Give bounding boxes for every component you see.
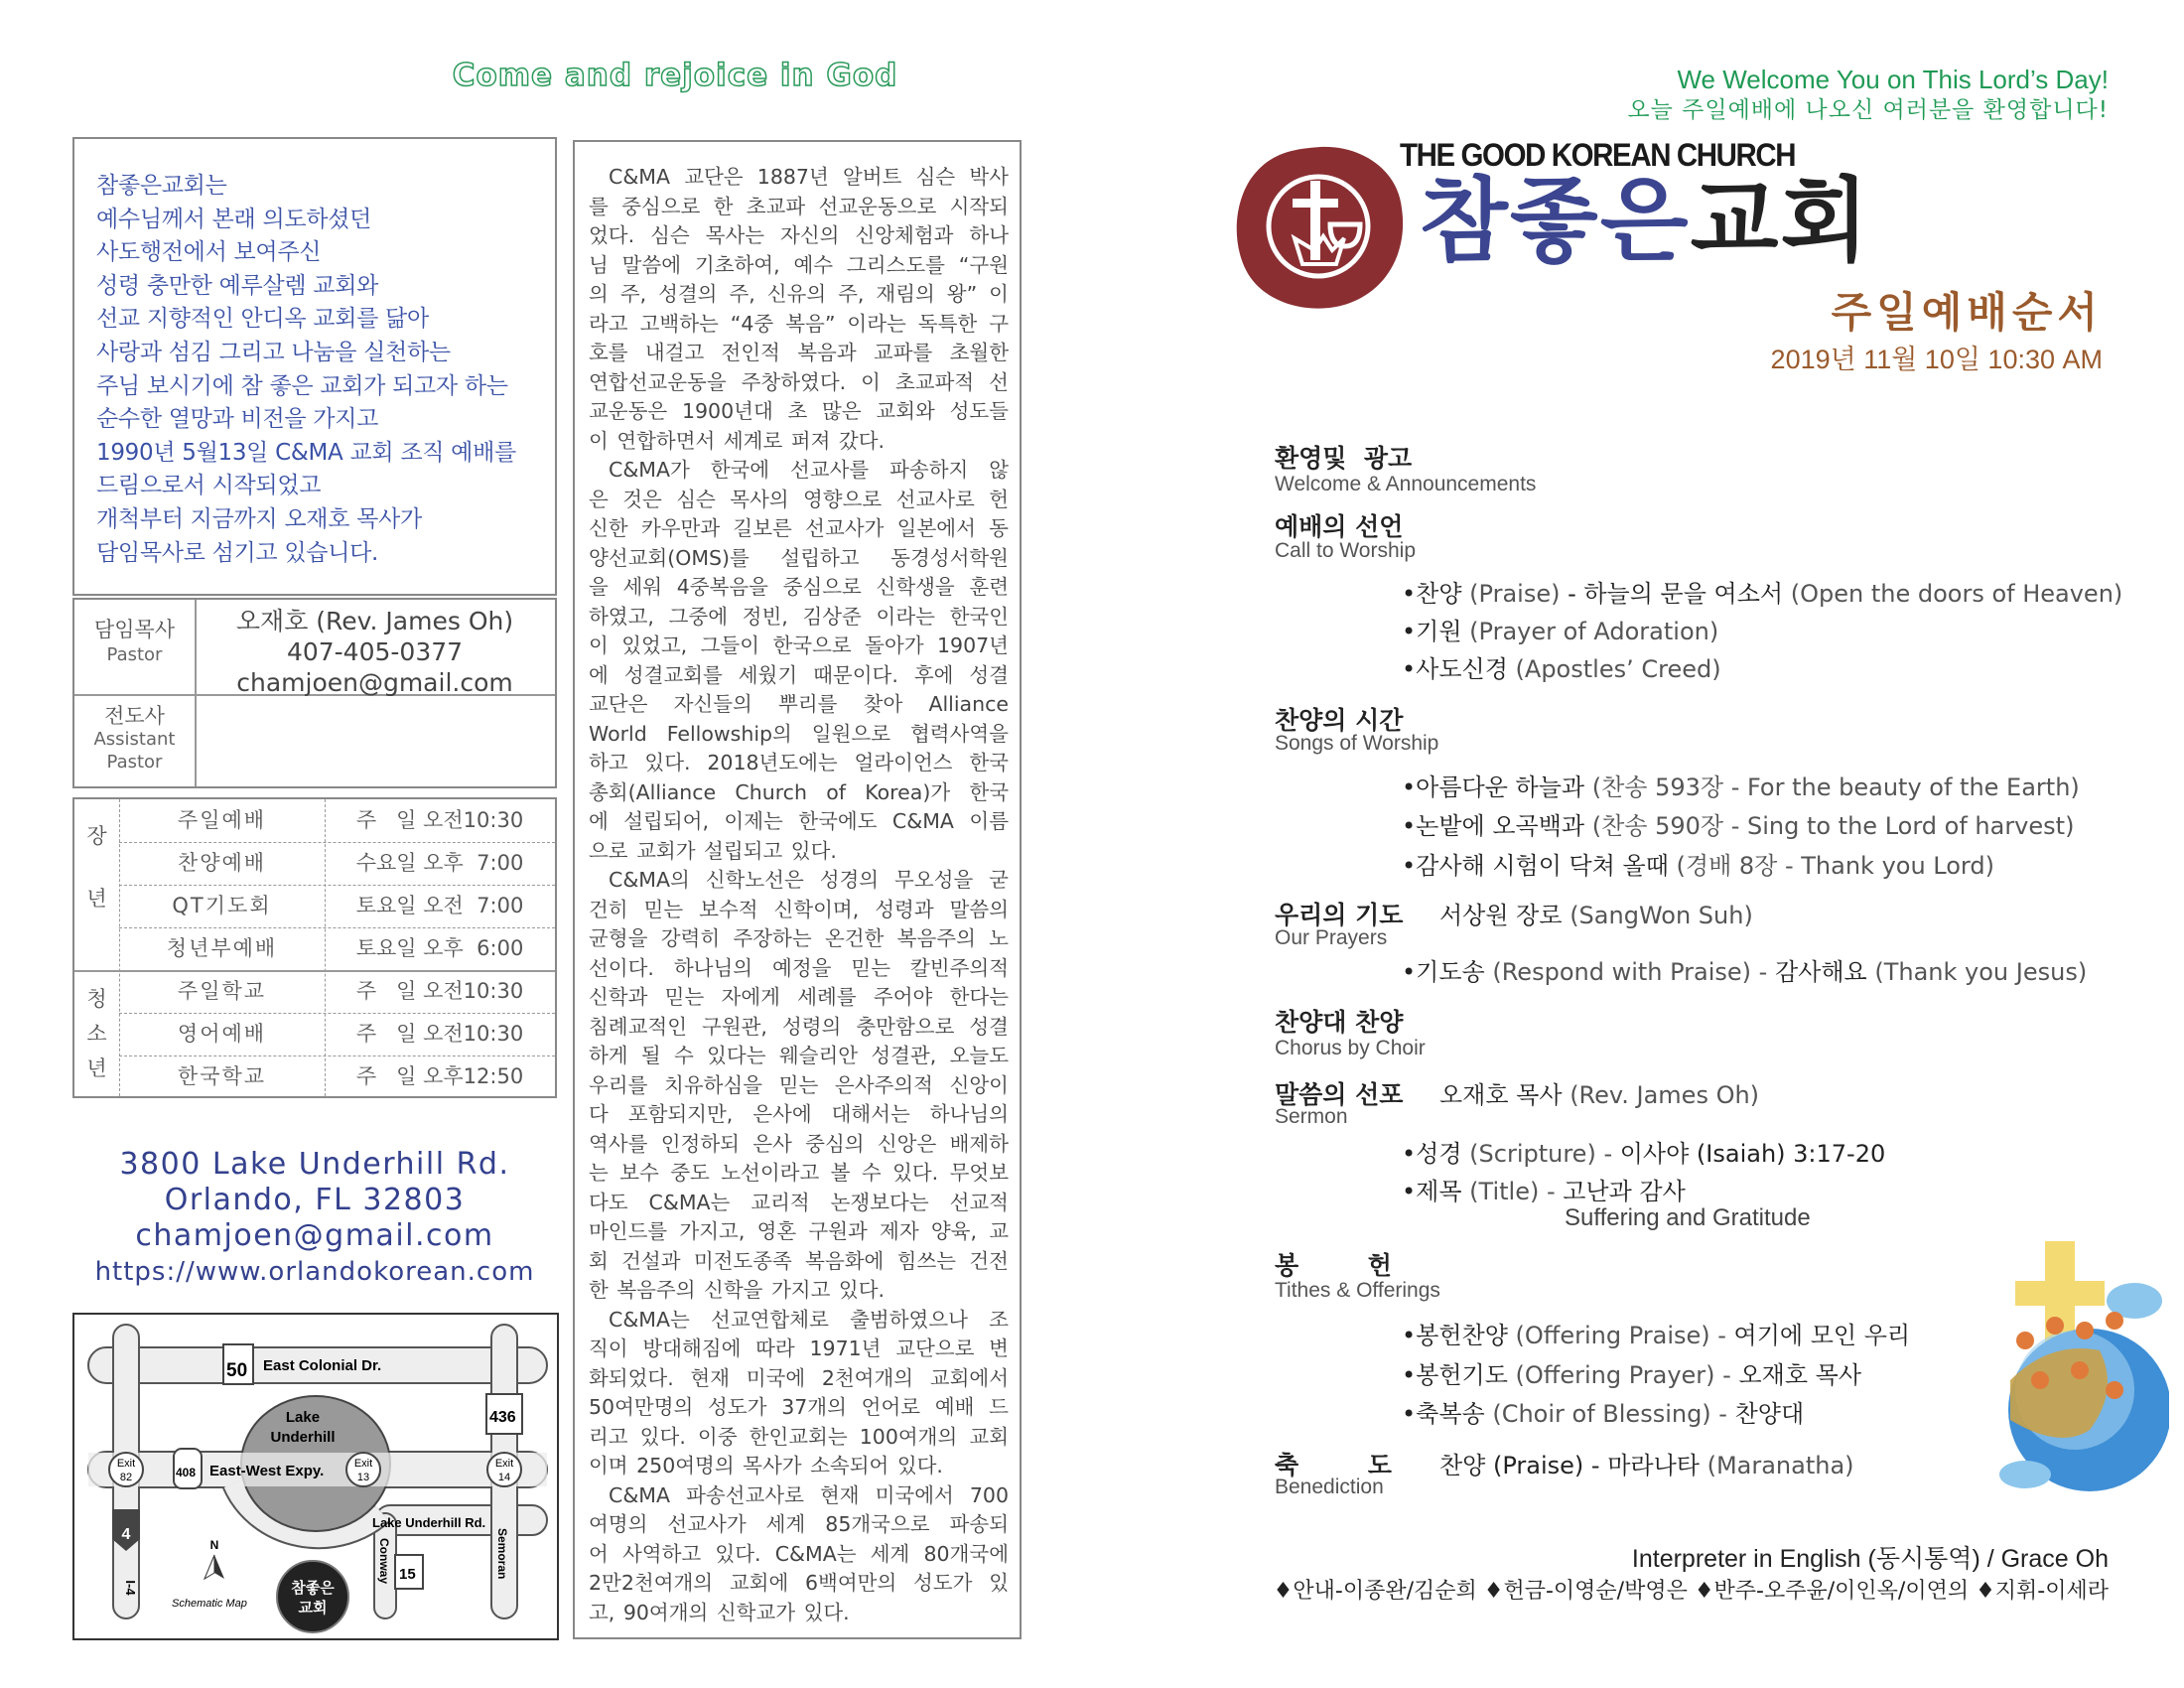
essay-line: 직이 방대해짐에 따라 1971년 교단으로 변	[589, 1336, 1009, 1360]
offering-item: •봉헌찬양 (Offering Praise) - 여기에 모인 우리	[1402, 1322, 1911, 1349]
essay-line: C&MA의 신학노선은 성경의 무오성을 굳	[609, 868, 1009, 892]
essay-line: 다 포함되지만, 은사에 대해서는 하나님의	[589, 1102, 1009, 1126]
church-name-ko-black: 교회	[1690, 168, 1871, 274]
essay-line: 2만2천여개의 교회에 6백여만의 성도가 있	[589, 1571, 1009, 1595]
section-welcome-subtitle: Welcome & Announcements	[1275, 473, 1537, 495]
church-marker	[277, 1561, 348, 1632]
essay-line: 었다. 심슨 목사는 자신의 신앙체험과 하나	[589, 223, 1009, 247]
essay-line: 이 있었고, 그들이 한국으로 돌아가 1907년	[589, 633, 1009, 657]
schedule-row	[74, 842, 555, 885]
divider	[119, 842, 555, 843]
interpreter-note: Interpreter in English (동시통역) / Grace Oh	[1631, 1545, 2109, 1573]
essay-line: 리고 있다. 이중 한인교회는 100여개의 교회	[589, 1424, 1009, 1449]
schedule-row	[74, 799, 555, 842]
north-arrow-icon	[205, 1555, 214, 1579]
map-label: 교회	[298, 1600, 328, 1617]
essay-line: 는 보수 중도 노선이라고 볼 수 있다. 무엇보	[589, 1161, 1009, 1185]
church-name-ko	[1420, 167, 1870, 276]
map-label: Exit	[116, 1458, 136, 1470]
essay-line: 이며 250여명의 목사가 소속되어 있다.	[589, 1454, 943, 1477]
welcome-ko: 오늘 주일예배에 나오신 여러분을 환영합니다!	[1627, 97, 2109, 123]
map-label: 50	[226, 1360, 248, 1381]
song-item: •감사해 시험이 닥쳐 올때 (경배 8장 - Thank you Lord)	[1402, 852, 1994, 880]
essay-line: 한 복음주의 신학을 가지고 있다.	[589, 1278, 886, 1302]
essay-line: 연합선교운동을 주창하였다. 이 초교파적 선	[589, 369, 1009, 394]
offering-item: •축복송 (Choir of Blessing) - 찬양대	[1402, 1400, 1805, 1428]
section-songs-subtitle: Songs of Worship	[1275, 732, 1439, 755]
schedule-row	[74, 1055, 555, 1098]
essay-line: C&MA가 한국에 선교사를 파송하지 않	[609, 458, 1009, 482]
essay-line: 신한 카우만과 길보른 선교사가 일본에서 동	[589, 516, 1009, 540]
pastor-label-en: Pastor	[106, 644, 163, 665]
section-offering-title: 봉 헌	[1275, 1251, 1392, 1280]
essay-line: 어 사역하고 있다. C&MA는 세계 80개국에	[589, 1541, 1009, 1566]
essay-line: 으로 교회가 설립되고 있다.	[589, 838, 837, 863]
map-label: 4	[121, 1526, 131, 1543]
schedule-row	[74, 885, 555, 927]
map-label: N	[209, 1538, 219, 1552]
essay-line: 호를 내걸고 전인적 복음과 교파를 초월한	[589, 341, 1009, 364]
north-arrow-icon	[214, 1555, 224, 1579]
welcome-message	[1627, 64, 2109, 125]
motto-heading: Come and rejoice in God	[452, 58, 898, 93]
address-city: Orlando, FL 32803	[164, 1183, 466, 1217]
schedule-time: 주 일 오전10:30	[355, 808, 524, 832]
map-caption: Schematic Map	[172, 1598, 247, 1610]
essay-line: 여명의 선교사가 세계 85개국으로 파송되	[589, 1512, 1009, 1536]
essay-line: 하게 될 수 있다는 웨슬리안 성결관, 오늘도	[589, 1044, 1009, 1067]
map-label: I-4	[123, 1580, 138, 1596]
map-label: 14	[497, 1472, 511, 1483]
section-welcome-title: 환영및 광고	[1275, 444, 1413, 473]
map-label: 82	[119, 1472, 133, 1483]
group-char: 년	[86, 1056, 107, 1080]
essay-line: 에 설립되어, 이제는 한국에도 C&MA 이름	[589, 809, 1009, 833]
schedule-time: 주 일 오전10:30	[355, 979, 524, 1003]
section-choir-subtitle: Chorus by Choir	[1275, 1037, 1426, 1059]
schedule-name: 영어예배	[177, 1022, 267, 1046]
essay-line: 교운동은 1900년대 초 많은 교회와 성도들	[589, 399, 1009, 423]
assistant-label-en: Assistant	[93, 729, 176, 750]
church-name-ko-blue: 참좋은	[1420, 168, 1691, 274]
cma-logo	[1231, 139, 1410, 313]
section-sermon-title: 말씀의 선포	[1275, 1080, 1404, 1109]
divider	[119, 927, 555, 928]
divider	[119, 1013, 555, 1014]
essay-line: 균형을 강력히 주장하는 온건한 복음주의 노	[589, 926, 1009, 950]
section-call-title: 예배의 선언	[1275, 512, 1404, 541]
benediction-song: 찬양 (Praise) - 마라나타 (Maranatha)	[1439, 1452, 1854, 1479]
map-label: Conway	[377, 1538, 391, 1585]
assistant-label-ko: 전도사	[104, 704, 165, 728]
intro-line: 주님 보시기에 참 좋은 교회가 되고자 하는	[96, 372, 508, 399]
prayer-item: •기도송 (Respond with Praise) - 감사해요 (Thank you Jesus)	[1402, 958, 2088, 986]
essay-line: C&MA 파송선교사로 현재 미국에서 700	[609, 1482, 1009, 1507]
call-item: •찬양 (Praise) - 하늘의 문을 여소서 (Open the doors of Heaven)	[1402, 580, 2123, 608]
cloud-icon	[1999, 1461, 2051, 1488]
divider	[119, 885, 555, 886]
intro-line: 사랑과 섬김 그리고 나눔을 실천하는	[96, 340, 451, 365]
schematic-map	[72, 1313, 559, 1640]
essay-line: C&MA 교단은 1887년 알버트 심슨 박사	[609, 165, 1009, 189]
pastor-email: chamjoen@gmail.com	[236, 668, 513, 697]
schedule-time: 주 일 오후12:50	[355, 1064, 524, 1088]
assistant-pastor-label	[74, 705, 195, 774]
schedule-name: 주일학교	[177, 979, 267, 1003]
schedule-name: 청년부예배	[166, 936, 278, 960]
section-sermon-subtitle: Sermon	[1275, 1105, 1348, 1128]
intro-line: 선교 지향적인 안디옥 교회를 닮아	[96, 306, 429, 333]
divider	[119, 1055, 555, 1056]
map-label: 436	[489, 1409, 516, 1426]
schedule-name: 주일예배	[177, 808, 267, 832]
schedule-time: 토요일 오전 7:00	[355, 894, 524, 917]
schedule-name: 찬양예배	[177, 851, 267, 875]
pastor-label	[74, 618, 195, 667]
map-label: 15	[399, 1566, 416, 1583]
divider	[74, 970, 555, 972]
map-label: Underhill	[270, 1429, 336, 1446]
address-street: 3800 Lake Underhill Rd.	[119, 1147, 510, 1182]
schedule-name: 한국학교	[177, 1064, 267, 1088]
intro-line: 순수한 열망과 비전을 가지고	[96, 406, 379, 433]
map-label: Exit	[494, 1458, 514, 1470]
section-songs-title: 찬양의 시간	[1275, 706, 1404, 735]
essay-line: 님 말씀에 기초하여, 예수 그리스도를 “구원	[589, 252, 1009, 277]
essay-line: 마인드를 가지고, 영혼 구원과 제자 양육, 교	[589, 1219, 1009, 1243]
section-benediction-title: 축 도	[1275, 1451, 1392, 1479]
group-char: 장	[86, 824, 107, 848]
pastor-table	[72, 598, 557, 788]
call-item: •기원 (Prayer of Adoration)	[1402, 618, 1719, 645]
essay-line: 회 건설과 미전도종족 복음화에 힘쓰는 건전	[589, 1248, 1009, 1273]
essay-line: 를 중심으로 한 초교파 선교운동으로 시작되	[589, 194, 1009, 218]
song-item: •아름다운 하늘과 (찬송 593장 - For the beauty of the Earth)	[1402, 774, 2080, 801]
pastor-phone: 407-405-0377	[286, 637, 464, 666]
essay-line: 선이다. 하나님의 예정을 믿는 칼빈주의적	[589, 955, 1009, 980]
group-char: 년	[86, 887, 107, 911]
essay-line: 다도 C&MA는 교리적 논쟁보다는 선교적	[589, 1190, 1009, 1214]
essay-line: 화되었다. 현재 미국에 2천여개의 교회에서	[589, 1365, 1009, 1390]
section-prayer-subtitle: Our Prayers	[1275, 926, 1388, 949]
schedule-row	[74, 1013, 555, 1055]
map-label: Lake	[285, 1409, 321, 1426]
essay-line: 교단은 자신들의 뿌리를 찾아 Alliance	[589, 692, 1009, 716]
group-char: 소	[86, 1022, 107, 1046]
essay-line: 신학과 믿는 자에게 세례를 주어야 한다는	[589, 985, 1009, 1009]
intro-line: 담임목사로 섬기고 있습니다.	[96, 539, 379, 566]
map-label: Semoran	[495, 1528, 509, 1580]
essay-line: 역사를 인정하되 은사 중심의 신앙은 배제하	[589, 1131, 1009, 1156]
song-item: •논밭에 오곡백과 (찬송 590장 - Sing to the Lord of harvest)	[1402, 812, 2075, 840]
group-char: 청	[86, 987, 107, 1011]
intro-line: 드림으로서 시작되었고	[96, 473, 322, 499]
pastor-name: 오재호 (Rev. James Oh)	[235, 607, 514, 635]
essay-line: 침례교적인 구원관, 성령의 충만함으로 성결	[589, 1014, 1009, 1039]
section-choir-title: 찬양대 찬양	[1275, 1008, 1404, 1037]
church-name-en: THE GOOD KOREAN CHURCH	[1400, 137, 1796, 173]
church-address	[72, 1147, 557, 1290]
essay-line: 고, 90여개의 신학교가 있다.	[589, 1600, 850, 1624]
sermon-preacher: 오재호 목사 (Rev. James Oh)	[1439, 1081, 1760, 1109]
section-prayer-title: 우리의 기도	[1275, 901, 1404, 929]
essay-line: 은 것은 심슨 목사의 영향으로 선교사로 헌	[589, 487, 1009, 511]
section-benediction-subtitle: Benediction	[1275, 1476, 1384, 1498]
assistant-label-en2: Pastor	[106, 752, 163, 773]
essay-line: 건히 믿는 보수적 신학이며, 성령과 말씀의	[589, 897, 1009, 921]
essay-line: 하고 있다. 2018년도에는 얼라이언스 한국	[589, 751, 1009, 774]
worship-schedule-table	[72, 797, 557, 1098]
cma-history-essay	[573, 140, 1022, 1639]
section-call-subtitle: Call to Worship	[1275, 539, 1416, 562]
schedule-time: 토요일 오후 6:00	[355, 936, 524, 960]
scripture-item: •성경 (Scripture) - 이사야 (Isaiah) 3:17-20	[1402, 1140, 1886, 1168]
essay-line: 에 성결교회를 세웠기 때문이다. 후에 성결	[589, 662, 1009, 687]
intro-line: 참좋은교회는	[96, 173, 227, 199]
section-offering-subtitle: Tithes & Offerings	[1275, 1279, 1440, 1302]
intro-line: 성령 충만한 예루살렘 교회와	[96, 272, 379, 299]
schedule-name: QT기도회	[172, 894, 272, 917]
essay-line: 양선교회(OMS)를 설립하고 동경성서학원	[589, 545, 1009, 570]
essay-line: 50여만명의 성도가 37개의 언어로 예배 드	[589, 1395, 1009, 1419]
church-intro-box	[72, 137, 557, 596]
schedule-row	[74, 970, 555, 1013]
schedule-row	[74, 927, 555, 970]
schedule-time: 수요일 오후 7:00	[355, 851, 524, 875]
map-label: East-West Expy.	[209, 1463, 325, 1479]
prayer-leader: 서상원 장로 (SangWon Suh)	[1439, 902, 1753, 929]
map-label: 13	[356, 1472, 370, 1483]
intro-line: 1990년 5월13일 C&MA 교회 조직 예배를	[96, 439, 516, 466]
website-link[interactable]: https://www.orlandokorean.com	[94, 1257, 535, 1287]
pastor-label-ko: 담임목사	[93, 618, 176, 641]
sermon-title-en: Suffering and Gratitude	[1565, 1204, 1811, 1231]
essay-line: C&MA는 선교연합체로 출범하였으나 조	[609, 1307, 1009, 1332]
essay-line: 하였고, 그중에 정빈, 김상준 이라는 한국인	[589, 604, 1009, 629]
map-label: Lake Underhill Rd.	[372, 1515, 486, 1530]
order-of-worship-title: 주일예배순서	[1831, 288, 2103, 337]
essay-line: 을 세워 4중복음을 중심으로 신학생을 훈련	[589, 575, 1009, 599]
essay-line: 총회(Alliance Church of Korea)가 한국	[589, 779, 1009, 804]
essay-line: World Fellowship의 일원으로 협력사역을	[589, 721, 1009, 746]
essay-line: 이 연합하면서 세계로 퍼져 갔다.	[589, 428, 886, 453]
intro-line: 사도행전에서 보여주신	[96, 239, 322, 266]
sermon-title-item: •제목 (Title) - 고난과 감사	[1402, 1178, 1686, 1205]
address-email[interactable]: chamjoen@gmail.com	[135, 1218, 494, 1253]
map-label: 참좋은	[291, 1580, 335, 1597]
essay-line: 라고 고백하는 “4중 복음” 이라는 독특한 구	[589, 311, 1009, 336]
essay-line: 우리를 치유하심을 믿는 은사주의적 신앙이	[589, 1072, 1009, 1097]
schedule-time: 주 일 오전10:30	[355, 1022, 524, 1046]
essay-line: 의 주, 성결의 주, 신유의 주, 재림의 왕” 이	[589, 282, 1009, 306]
call-item: •사도신경 (Apostles’ Creed)	[1402, 655, 1721, 683]
volunteers-footer: ♦안내-이종완/김순희 ♦헌금-이영순/박영은 ♦반주-오주윤/이인옥/이연의 ♦지휘-이세라	[1273, 1579, 2109, 1604]
welcome-en: We Welcome You on This Lord’s Day!	[1677, 65, 2109, 94]
service-date: 2019년 11월 10일 10:30 AM	[1770, 345, 2103, 374]
map-label: Exit	[353, 1458, 373, 1470]
intro-line: 예수님께서 본래 의도하셨던	[96, 206, 372, 232]
pastor-info	[195, 606, 555, 698]
globe-people-illustration	[1985, 1231, 2169, 1504]
offering-item: •봉헌기도 (Offering Prayer) - 오재호 목사	[1402, 1361, 1862, 1389]
intro-line: 개척부터 지금까지 오재호 목사가	[96, 506, 422, 532]
map-label: 408	[176, 1466, 197, 1479]
map-label: East Colonial Dr.	[263, 1357, 382, 1374]
